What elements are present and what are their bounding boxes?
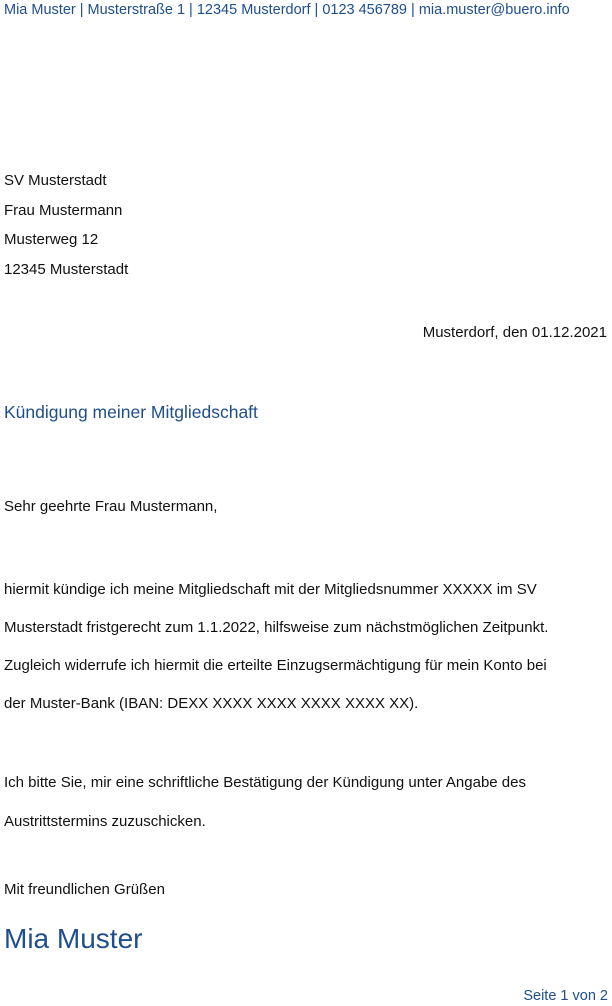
body-line: Zugleich widerrufe ich hiermit die erteilte Einzugsermächtigung für mein Konto bei [4,657,547,674]
recipient-street: Musterweg 12 [4,231,99,248]
body-line: der Muster-Bank (IBAN: DEXX XXXX XXXX XXXX XXXX XX). [4,695,419,712]
body-line: hiermit kündige ich meine Mitgliedschaft mit der Mitgliedsnummer XXXXX im SV [4,581,537,598]
body-line: Ich bitte Sie, mir eine schriftliche Bestätigung der Kündigung unter Angabe des [4,774,526,791]
page-number: Seite 1 von 2 [523,988,608,1004]
body-line: Musterstadt fristgerecht zum 1.1.2022, hilfsweise zum nächstmöglichen Zeitpunkt. [4,619,549,636]
signature-name: Mia Muster [4,923,143,954]
recipient-address-block [4,166,128,284]
salutation: Sehr geehrte Frau Mustermann, [4,498,218,515]
body-line: Austrittstermins zuzuschicken. [4,812,206,830]
closing-phrase: Mit freundlichen Grüßen [4,881,165,898]
sender-address-line: Mia Muster | Musterstraße 1 | 12345 Musterdorf | 0123 456789 | mia.muster@buero.info [4,2,570,18]
recipient-city: 12345 Musterstadt [4,260,129,278]
place-and-date: Musterdorf, den 01.12.2021 [422,324,607,341]
recipient-name: SV Musterstadt [4,172,107,189]
body-paragraph-2 [4,764,608,841]
body-paragraph-1 [4,571,608,723]
letter-subject: Kündigung meiner Mitgliedschaft [4,402,258,422]
recipient-contact-person: Frau Mustermann [4,201,123,219]
